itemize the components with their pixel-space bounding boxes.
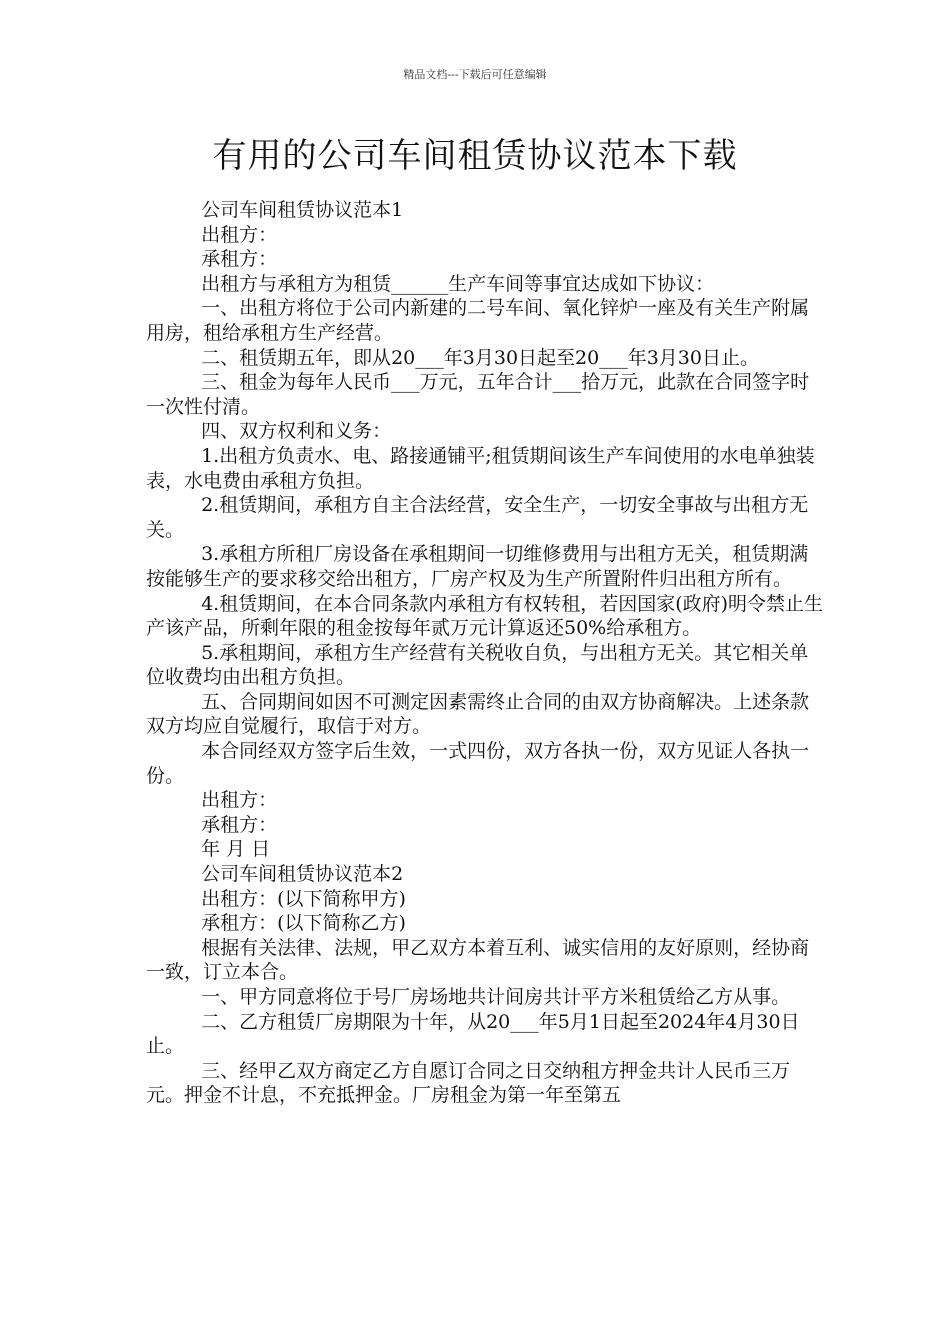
- paragraph: 一、甲方同意将位于号厂房场地共计间房共计平方米租赁给乙方从事。: [201, 986, 791, 1008]
- paragraph: 承租方：(以下简称乙方): [201, 912, 406, 935]
- paragraph: 本合同经双方签字后生效，一式四份，双方各执一份，双方见证人各执一份。: [146, 740, 810, 787]
- paragraph: 根据有关法律、法规，甲乙双方本着互利、诚实信用的友好原则，经协商一致，订立本合。: [146, 936, 810, 984]
- paragraph: 承租方：: [201, 248, 278, 271]
- paragraph: 四、双方权利和义务：: [201, 420, 392, 443]
- paragraph: 三、经甲乙双方商定乙方自愿订合同之日交纳租方押金共计人民币三万元。押金不计息，不充抵押金。厂房租金为第一年至第五: [146, 1059, 791, 1107]
- header-note: 精品文档---下载后可任意编辑: [403, 68, 547, 81]
- document-title: 有用的公司车间租赁协议范本下载: [212, 136, 738, 176]
- document-body: [146, 198, 826, 1108]
- paragraph: 出租方：(以下简称甲方): [201, 887, 406, 910]
- paragraph: 公司车间租赁协议范本1: [201, 199, 404, 221]
- paragraph: 一、出租方将位于公司内新建的二号车间、氧化锌炉一座及有关生产附属用房，租给承租方生产经营。: [146, 297, 810, 344]
- paragraph: 五、合同期间如因不可测定因素需终止合同的由双方协商解决。上述条款双方均应自觉履行，取信于对方。: [146, 690, 810, 738]
- paragraph: 2.租赁期间，承租方自主合法经营，安全生产，一切安全事故与出租方无关。: [146, 494, 809, 541]
- paragraph: 出租方：: [201, 789, 278, 812]
- paragraph: 5.承租期间，承租方生产经营有关税收自负，与出租方无关。其它相关单位收费均由出租方负担。: [146, 641, 809, 689]
- paragraph: 年 月 日: [201, 838, 271, 861]
- paragraph: 出租方：: [201, 223, 278, 246]
- paragraph: 二、租赁期五年，即从20___年3月30日起至20___年3月30日止。: [201, 346, 759, 369]
- paragraph: 4.租赁期间，在本合同条款内承租方有权转租，若因国家(政府)明令禁止生产该产品，所剩年限的租金按每年贰万元计算返还50%给承租方。: [146, 592, 824, 640]
- paragraph: 二、乙方租赁厂房期限为十年，从20___年5月1日起至2024年4月30日止。: [146, 1010, 800, 1058]
- paragraph: 1.出租方负责水、电、路接通铺平;租赁期间该生产车间使用的水电单独装表，水电费由承租方负担。: [146, 444, 815, 492]
- paragraph: 公司车间租赁协议范本2: [201, 863, 404, 886]
- paragraph: 出租方与承租方为租赁______生产车间等事宜达成如下协议：: [201, 272, 715, 295]
- paragraph: 3.承租方所租厂房设备在承租期间一切维修费用与出租方无关，租赁期满按能够生产的要求移交给出租方，厂房产权及为生产所置附件归出租方所有。: [146, 543, 809, 590]
- paragraph: 承租方：: [201, 813, 278, 836]
- paragraph: 三、租金为每年人民币___万元，五年合计___拾万元，此款在合同签字时一次性付清。: [146, 371, 810, 418]
